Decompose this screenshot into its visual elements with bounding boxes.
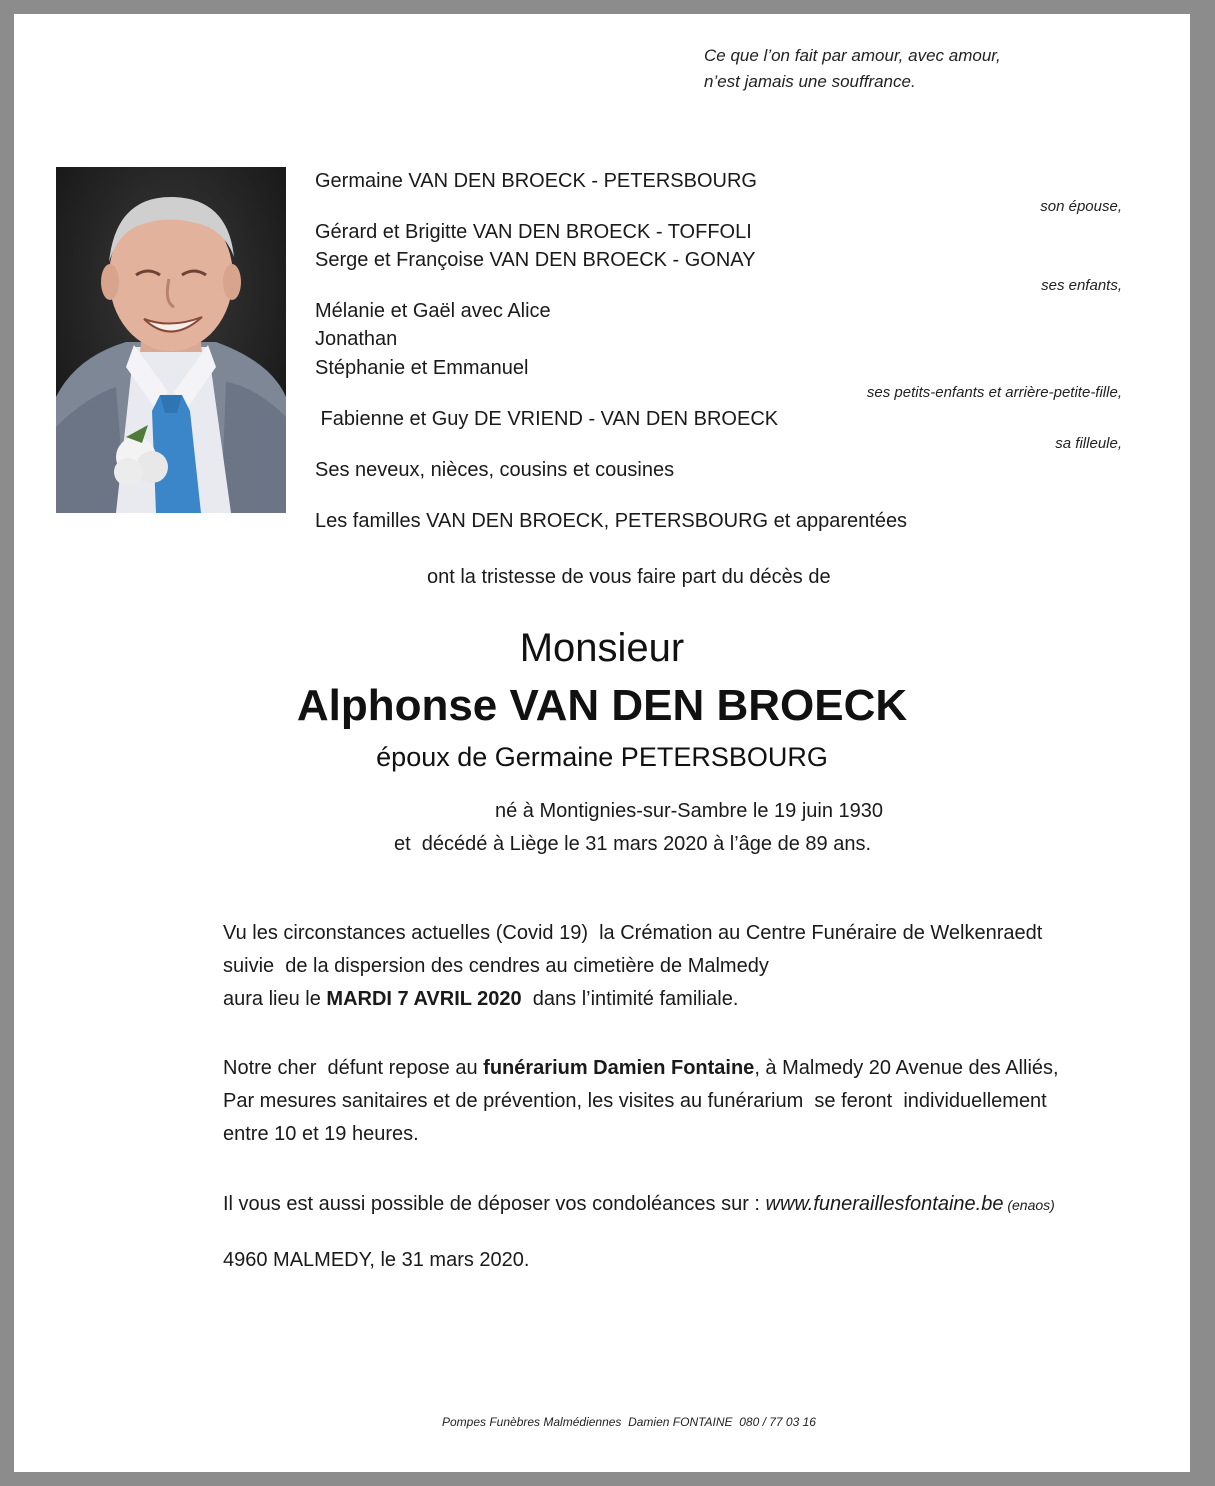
family-grandchild-1: Mélanie et Gaël avec Alice <box>315 300 551 322</box>
honorific: Monsieur <box>519 626 685 670</box>
epigraph-quote <box>704 43 1001 95</box>
visit-line-2: Par mesures sanitaires et de prévention, les visites au funérarium se feront individuellement <box>223 1090 1047 1112</box>
quote-line-2: n’est jamais une souffrance. <box>704 72 916 91</box>
family-child-1: Gérard et Brigitte VAN DEN BROECK - TOFFOLI <box>315 221 752 243</box>
spouse-of: époux de Germaine PETERSBOURG <box>376 742 828 772</box>
family-relatives: Ses neveux, nièces, cousins et cousines <box>315 459 675 481</box>
ceremony-line-2: suivie de la dispersion des cendres au cimetière de Malmedy <box>223 955 769 977</box>
quote-line-1: Ce que l’on fait par amour, avec amour, <box>704 46 1001 65</box>
condolences-line <box>223 1188 1055 1222</box>
family-child-2: Serge et Françoise VAN DEN BROECK - GONAY <box>315 249 756 271</box>
role-goddaughter: sa filleule, <box>1055 435 1122 452</box>
family-grandchild-3: Stéphanie et Emmanuel <box>315 357 529 379</box>
funeral-home-name: funérarium Damien Fontaine <box>483 1057 755 1079</box>
death-info: et décédé à Liège le 31 mars 2020 à l’âge de 89 ans. <box>394 833 872 855</box>
ceremony-line-3 <box>223 983 1042 1016</box>
obituary-page <box>14 14 1190 1472</box>
family-goddaughter: Fabienne et Guy DE VRIEND - VAN DEN BROECK <box>315 408 779 430</box>
birth-info: né à Montignies-sur-Sambre le 19 juin 1930 <box>495 800 883 822</box>
visit-prefix: Notre cher défunt repose au <box>223 1057 484 1079</box>
place-date: 4960 MALMEDY, le 31 mars 2020. <box>223 1249 530 1271</box>
family-spouse: Germaine VAN DEN BROECK - PETERSBOURG <box>315 170 757 192</box>
footer-funeral-home: Pompes Funèbres Malmédiennes Damien FONTAINE 080 / 77 03 16 <box>442 1415 816 1429</box>
role-spouse: son épouse, <box>1040 198 1122 215</box>
visit-block <box>223 1052 1059 1151</box>
ceremony-date-suffix: dans l’intimité familiale. <box>521 988 739 1010</box>
condolences-text: Il vous est aussi possible de déposer vos condoléances sur : <box>223 1193 766 1215</box>
role-children: ses enfants, <box>1041 277 1122 294</box>
ceremony-line-1: Vu les circonstances actuelles (Covid 19) la Crémation au Centre Funéraire de Welkenraedt <box>223 922 1043 944</box>
condolences-url[interactable]: www.funeraillesfontaine.be <box>765 1193 1004 1215</box>
ceremony-date: MARDI 7 AVRIL 2020 <box>326 988 522 1010</box>
visit-line-3: entre 10 et 19 heures. <box>223 1123 419 1145</box>
role-grandchildren: ses petits-enfants et arrière-petite-fille, <box>866 384 1122 401</box>
announcement-intro: ont la tristesse de vous faire part du décès de <box>427 566 831 588</box>
portrait-photo <box>56 167 286 513</box>
deceased-name: Alphonse VAN DEN BROECK <box>296 681 908 730</box>
ceremony-block <box>223 917 1042 1016</box>
family-families: Les familles VAN DEN BROECK, PETERSBOURG et apparentées <box>315 510 908 532</box>
condolences-tag: (enaos) <box>1003 1197 1055 1213</box>
family-grandchild-2: Jonathan <box>315 328 398 350</box>
visit-line-1 <box>223 1052 1059 1085</box>
ceremony-date-prefix: aura lieu le <box>223 988 327 1010</box>
visit-address: , à Malmedy 20 Avenue des Alliés, <box>754 1057 1059 1079</box>
portrait-illustration <box>56 167 286 513</box>
